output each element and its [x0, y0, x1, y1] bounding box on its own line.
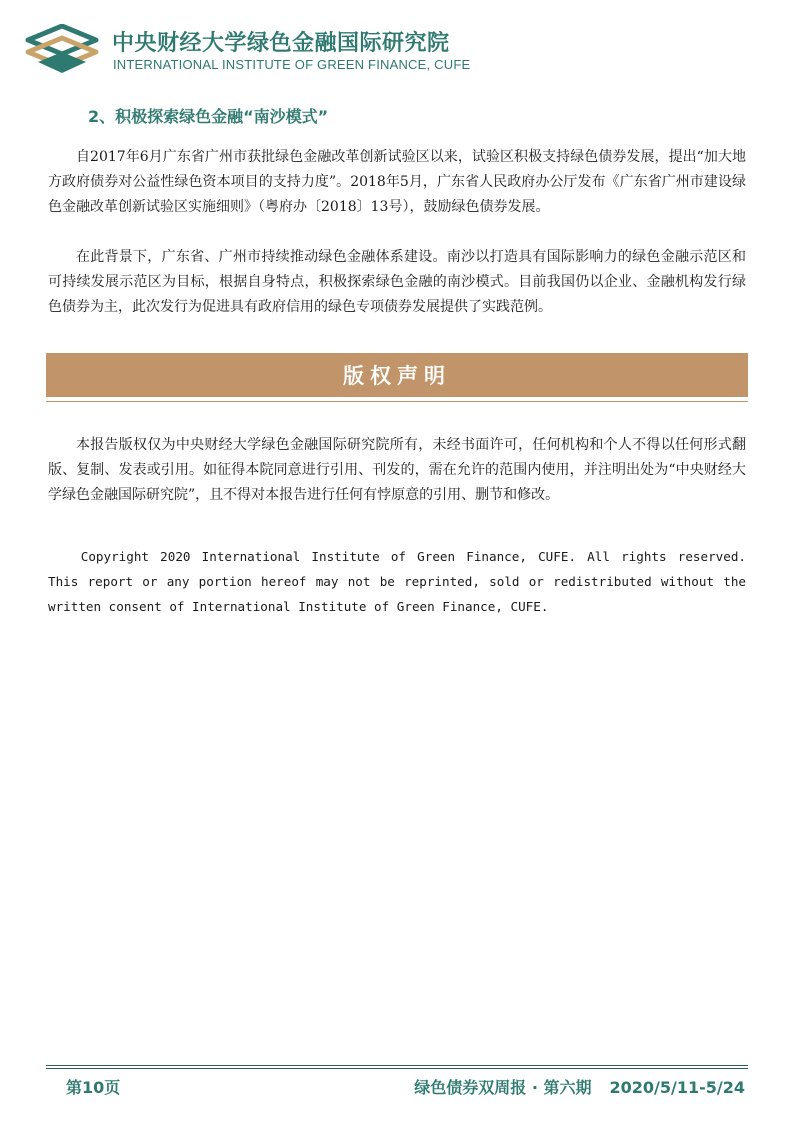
section-heading: 2、积极探索绿色金融“南沙模式” — [88, 107, 329, 126]
iigf-logo-icon — [20, 24, 104, 76]
body-paragraph: 在此背景下，广东省、广州市持续推动绿色金融体系建设。南沙以打造具有国际影响力的绿色金融示范区和可持续发展示范区为目标，根据自身特点，积极探索绿色金融的南沙模式。目前我国仍以企业、金融机构发行绿色债券为主，此次发行为促进具有政府信用的绿色专项债券发展提供了实践范例。 — [48, 249, 746, 315]
copyright-title: 版权声明 — [343, 364, 451, 388]
org-name-cn: 中央财经大学绿色金融国际研究院 — [112, 31, 450, 56]
copyright-banner — [46, 353, 748, 397]
banner-divider — [46, 401, 748, 402]
org-name-en: INTERNATIONAL INSTITUTE OF GREEN FINANCE, CUFE — [113, 57, 471, 72]
footer-publication-info — [414, 1075, 745, 1098]
page-header — [16, 20, 776, 80]
publication-name: 绿色债券双周报 · 第六期 — [414, 1078, 592, 1097]
body-paragraph: 自2017年6月广东省广州市获批绿色金融改革创新试验区以来，试验区积极支持绿色债券发展，提出“加大地方政府债券对公益性绿色资本项目的支持力度”。2018年5月，广东省人民政府办公厅发布《广东省广州市建设绿色金融改革创新试验区实施细则》（粤府办〔2018〕13号），鼓励绿色债券发展。 — [48, 149, 746, 215]
footer-divider — [46, 1068, 748, 1069]
footer-divider — [46, 1065, 748, 1066]
copyright-statement-cn: 本报告版权仅为中央财经大学绿色金融国际研究院所有，未经书面许可，任何机构和个人不得以任何形式翻版、复制、发表或引用。如征得本院同意进行引用、刊发的，需在允许的范围内使用，并注明出处为“中央财经大学绿色金融国际研究院”，且不得对本报告进行任何有悖原意的引用、删节和修改。 — [48, 437, 746, 503]
page-number: 第10页 — [66, 1078, 121, 1097]
date-range: 2020/5/11-5/24 — [609, 1078, 745, 1097]
copyright-statement-en: Copyright 2020 International Institute of Green Finance, CUFE. All rights reserved. This report or any portion hereof may not be reprinted, sold or redistributed without the written consent of International Institute of Green Finance, CUFE. — [48, 549, 746, 614]
